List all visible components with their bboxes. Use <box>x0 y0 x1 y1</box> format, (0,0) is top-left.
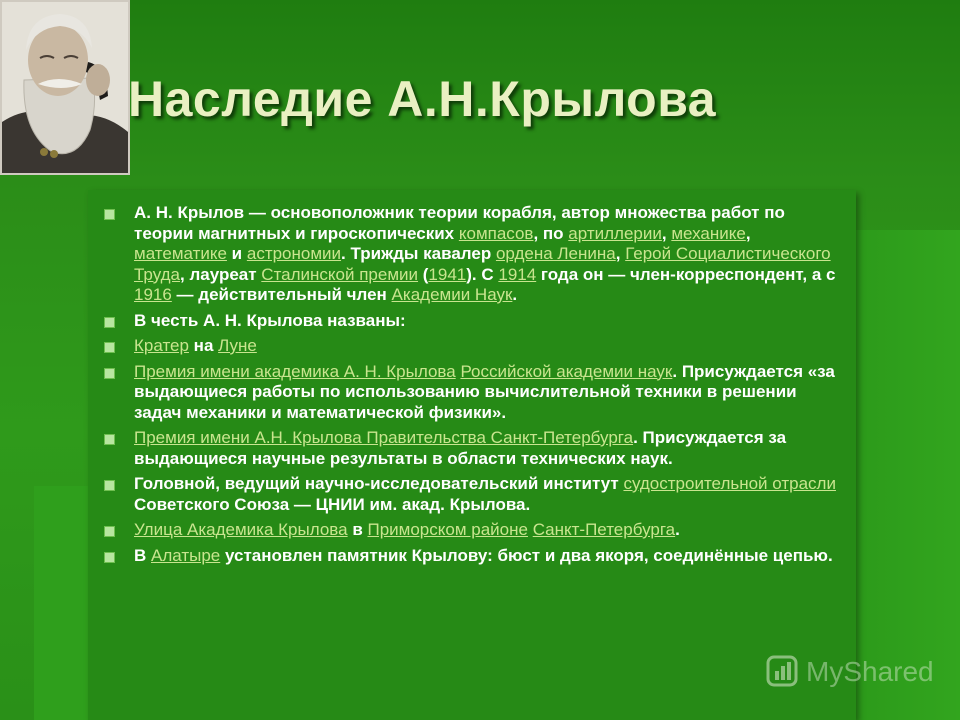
bullet-text: , <box>661 223 672 243</box>
wiki-link[interactable]: Премия имени академика А. Н. Крылова <box>134 361 456 381</box>
bullet-text: , по <box>533 223 569 243</box>
wiki-link[interactable]: Улица Академика Крылова <box>134 520 348 539</box>
wiki-link[interactable]: Сталинской премии <box>261 264 419 284</box>
bullet-item <box>104 546 844 567</box>
bullet-text: , <box>745 223 751 243</box>
wiki-link[interactable]: математике <box>134 244 227 263</box>
bullet-square-icon <box>104 317 115 328</box>
wiki-link[interactable]: Приморском районе <box>367 520 528 539</box>
decor-panel-right <box>852 230 960 720</box>
portrait-photo <box>0 0 130 175</box>
bullet-square-icon <box>104 209 115 220</box>
bullet-text: , <box>615 244 626 263</box>
bullet-text: Советского Союза — ЦНИИ им. акад. Крылова. <box>134 494 531 514</box>
bullet-text: . Присуждается за выдающиеся научные результаты в области технических наук. <box>134 428 787 468</box>
watermark <box>766 655 934 688</box>
bullet-list <box>104 203 844 571</box>
bullet-text: А. Н. Крылов — основоположник теории корабля, автор множества работ по теории магнитных и гироскопических <box>134 203 785 243</box>
wiki-link[interactable]: Кратер <box>134 336 189 355</box>
wiki-link[interactable]: Луне <box>218 336 257 355</box>
watermark-text: MyShared <box>806 656 934 687</box>
wiki-link[interactable]: 1916 <box>134 285 172 304</box>
bullet-text: . <box>512 285 518 304</box>
bullet-square-icon <box>104 552 115 563</box>
bullet-text: . Присуждается «за выдающиеся работы по использованию вычислительной техники в решении задач механики и математической физики». <box>134 361 835 422</box>
wiki-link[interactable]: артиллерии <box>568 223 662 243</box>
wiki-link[interactable]: Академии Наук <box>391 285 513 304</box>
wiki-link[interactable]: Премия имени А.Н. Крылова Правительства Санкт-Петербурга <box>134 428 634 447</box>
wiki-link[interactable]: компасов <box>458 223 534 243</box>
bullet-square-icon <box>104 368 115 379</box>
bullet-text: . Трижды кавалер <box>341 244 496 263</box>
bullet-square-icon <box>104 342 115 353</box>
wiki-link[interactable]: Герой Социалистического Труда <box>134 244 831 284</box>
bullet-text: и <box>226 244 247 263</box>
wiki-link[interactable]: астрономии <box>246 244 342 263</box>
decor-panel-lower <box>34 486 94 720</box>
myshared-logo-icon <box>766 655 798 687</box>
bullet-item <box>104 474 844 515</box>
bullet-item <box>104 362 844 424</box>
bullet-text: ( <box>418 264 429 284</box>
bullet-item <box>104 520 844 541</box>
bullet-text: ). С <box>466 264 499 284</box>
wiki-link[interactable]: 1914 <box>498 264 537 284</box>
bullet-item <box>104 311 844 332</box>
wiki-link[interactable]: ордена Ленина <box>495 244 616 263</box>
bullet-text: , лауреат <box>180 264 262 284</box>
wiki-link[interactable]: Российской академии наук <box>460 361 673 381</box>
bullet-text: года он — член-корреспондент, а с <box>536 264 836 284</box>
wiki-link[interactable]: 1941 <box>428 264 467 284</box>
bullet-text: В честь А. Н. Крылова названы: <box>134 310 406 330</box>
bullet-item <box>104 428 844 469</box>
bullet-text: Головной, ведущий научно-исследовательский институт <box>134 474 624 493</box>
wiki-link[interactable]: механике <box>671 223 746 243</box>
wiki-link[interactable]: Санкт-Петербурга <box>532 520 676 539</box>
wiki-link[interactable]: Алатыре <box>151 545 221 565</box>
bullet-square-icon <box>104 434 115 445</box>
bullet-text: на <box>188 336 219 355</box>
wiki-link[interactable]: судостроительной отрасли <box>623 474 836 493</box>
bullet-text: установлен памятник Крылову: бюст и два якоря, соединённые цепью. <box>220 545 833 565</box>
bullet-item <box>104 336 844 357</box>
bullet-text: . <box>675 520 680 539</box>
bullet-square-icon <box>104 526 115 537</box>
bullet-text: в <box>347 520 368 539</box>
bullet-text: — действительный член <box>171 285 392 304</box>
slide-title: Наследие А.Н.Крылова <box>128 71 717 127</box>
bullet-item <box>104 203 844 306</box>
bullet-square-icon <box>104 480 115 491</box>
bullet-text: В <box>134 545 151 565</box>
